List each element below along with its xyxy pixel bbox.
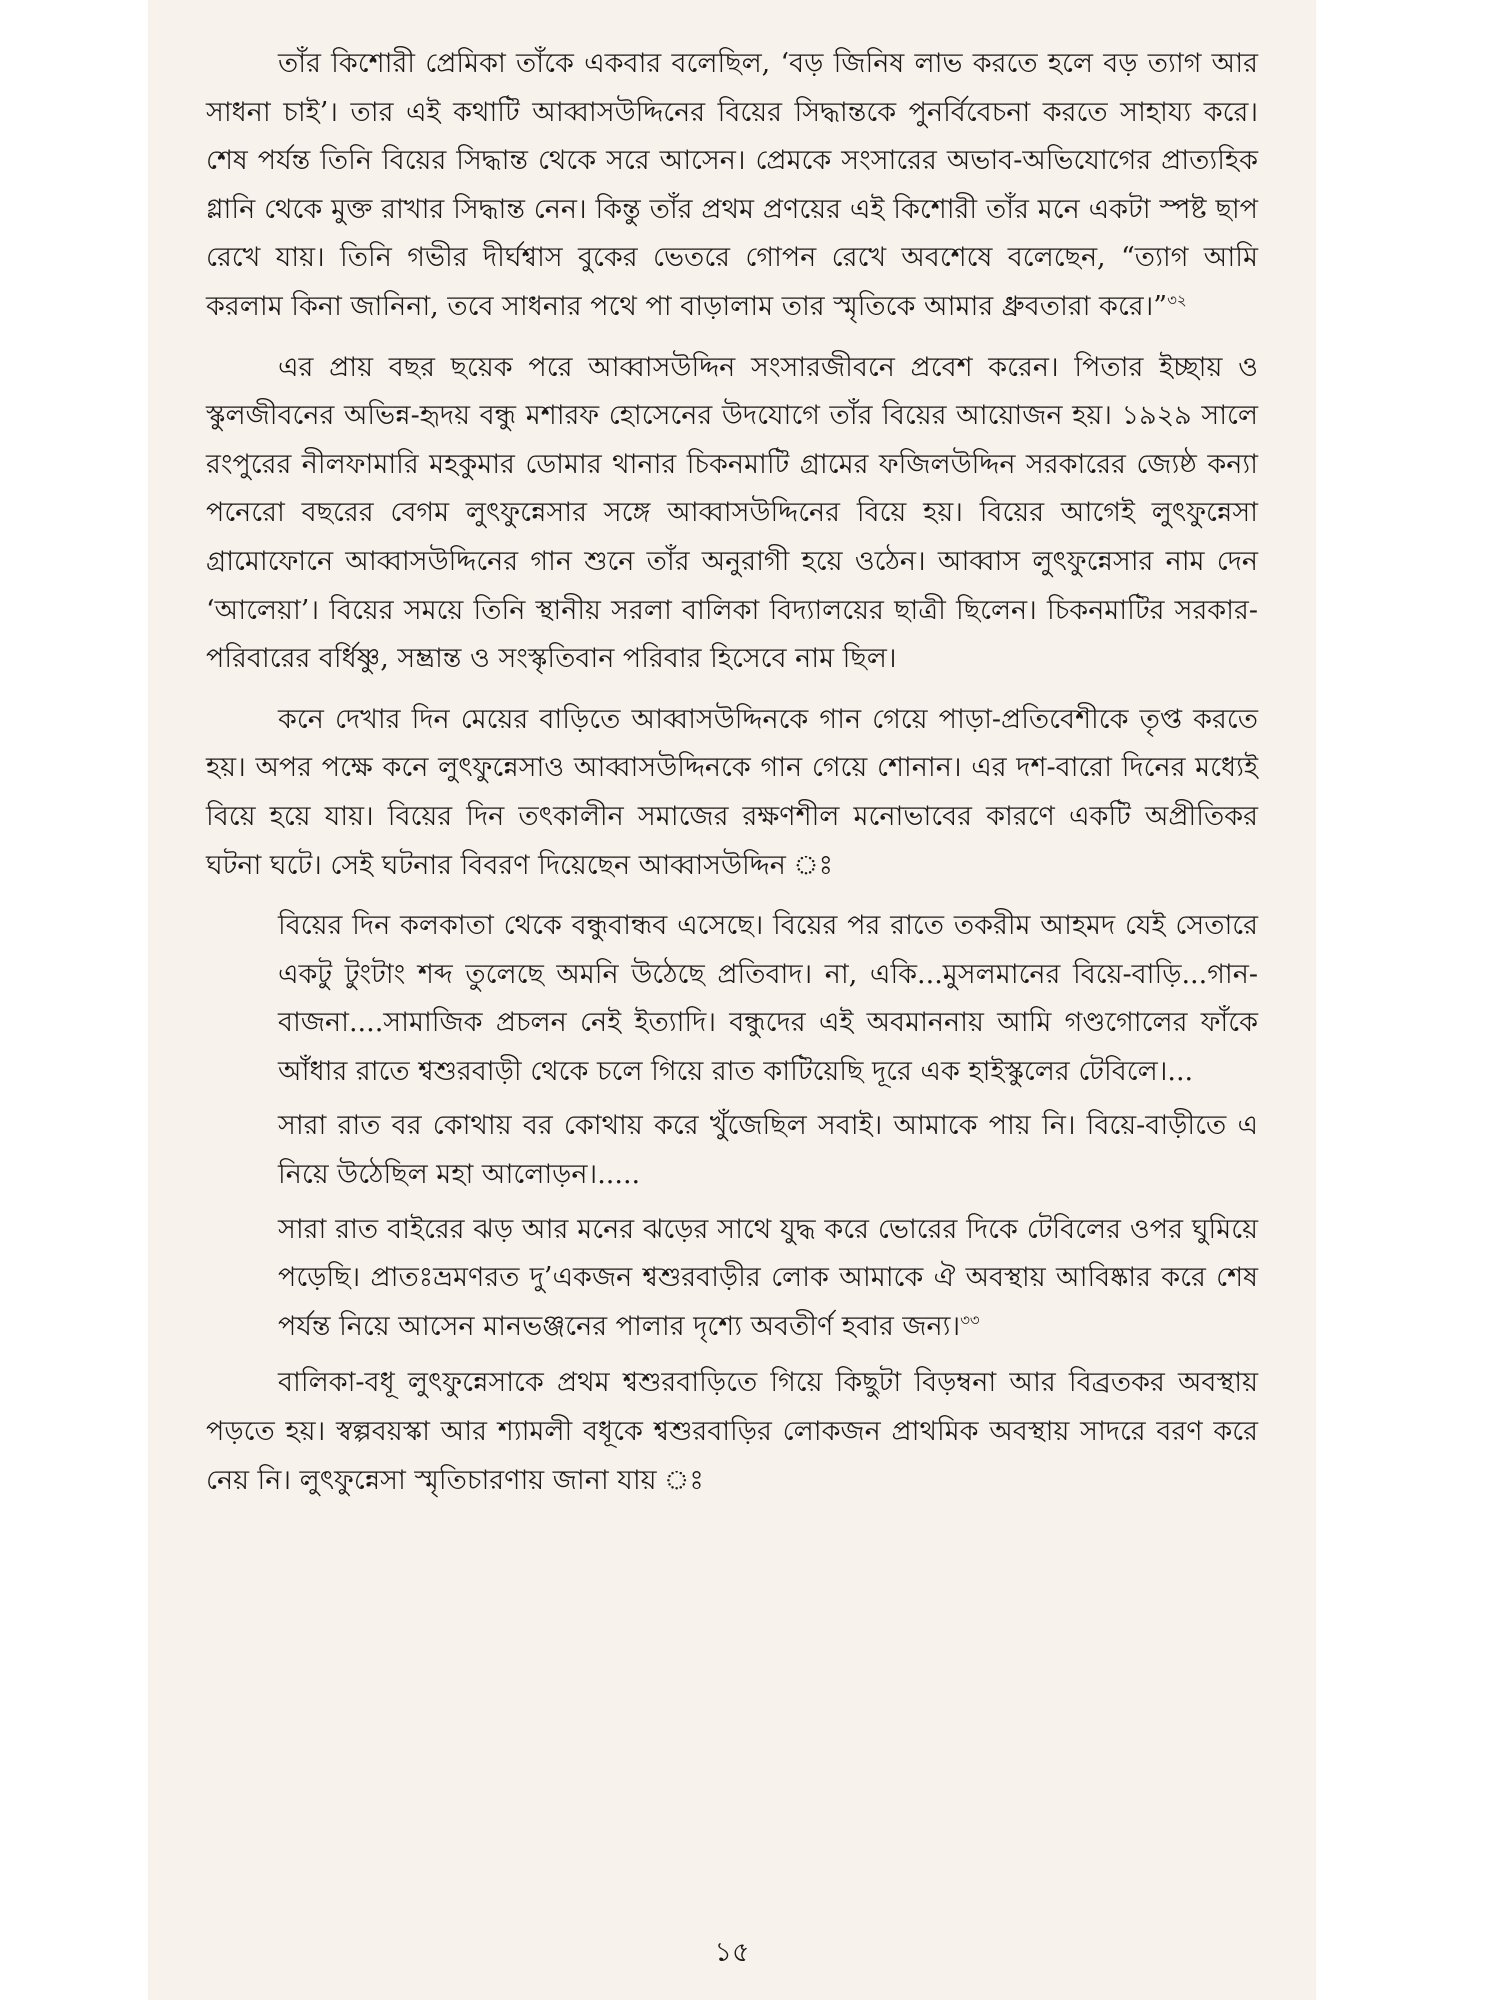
quote-paragraph-2: সারা রাত বর কোথায় বর কোথায় করে খুঁজেছিল সবাই। আমাকে পায় নি। বিয়ে-বাড়ীতে এ নিয়ে উঠেছিল মহা আলোড়ন।..... xyxy=(278,1110,1258,1191)
footnote-ref-33: ৩৩ xyxy=(960,1310,980,1329)
block-quote xyxy=(278,902,1258,1351)
paragraph-3: কনে দেখার দিন মেয়ের বাড়িতে আব্বাসউদ্দিনকে গান গেয়ে পাড়া-প্রতিবেশীকে তৃপ্ত করতে হয়। অপর পক্ষে কনে লুৎফুন্নেসাও আব্বাসউদ্দিনকে গান গেয়ে শোনান। এর দশ-বারো দিনের মধ্যেই বিয়ে হয়ে যায়। বিয়ের দিন তৎকালীন সমাজের রক্ষণশীল মনোভাবের কারণে একটি অপ্রীতিকর ঘটনা ঘটে। সেই ঘটনার বিবরণ দিয়েছেন আব্বাসউদ্দিন ঃ xyxy=(206,703,1258,881)
paragraph-4: বালিকা-বধূ লুৎফুন্নেসাকে প্রথম শ্বশুরবাড়িতে গিয়ে কিছুটা বিড়ম্বনা আর বিব্রতকর অবস্থায় পড়তে হয়। স্বল্পবয়স্কা আর শ্যামলী বধূকে শ্বশুরবাড়ির লোকজন প্রাথমিক অবস্থায় সাদরে বরণ করে নেয় নি। লুৎফুন্নেসা স্মৃতিচারণায় জানা যায় ঃ xyxy=(206,1367,1258,1496)
paragraph-2: এর প্রায় বছর ছয়েক পরে আব্বাসউদ্দিন সংসারজীবনে প্রবেশ করেন। পিতার ইচ্ছায় ও স্কুলজীবনের অভিন্ন-হৃদয় বন্ধু মশারফ হোসেনের উদযোগে তাঁর বিয়ের আয়োজন হয়। ১৯২৯ সালে রংপুরের নীলফামারি মহকুমার ডোমার থানার চিকনমাটি গ্রামের ফজিলউদ্দিন সরকারের জ্যেষ্ঠ কন্যা পনেরো বছরের বেগম লুৎফুন্নেসার সঙ্গে আব্বাসউদ্দিনের বিয়ে হয়। বিয়ের আগেই লুৎফুন্নেসা গ্রামোফোনে আব্বাসউদ্দিনের গান শুনে তাঁর অনুরাগী হয়ে ওঠেন। আব্বাস লুৎফুন্নেসার নাম দেন ‘আলেয়া’। বিয়ের সময়ে তিনি স্থানীয় সরলা বালিকা বিদ্যালয়ের ছাত্রী ছিলেন। চিকনমাটির সরকার-পরিবারের বর্ধিষ্ণু, সম্ভ্রান্ত ও সংস্কৃতিবান পরিবার হিসেবে নাম ছিল। xyxy=(206,351,1258,675)
footnote-ref-32: ৩২ xyxy=(1167,290,1187,309)
quote-paragraph-3: সারা রাত বাইরের ঝড় আর মনের ঝড়ের সাথে যুদ্ধ করে ভোরের দিকে টেবিলের ওপর ঘুমিয়ে পড়েছি। প্রাতঃভ্রমণরত দু’একজন শ্বশুরবাড়ীর লোক আমাকে ঐ অবস্থায় আবিষ্কার করে শেষ পর্যন্ত নিয়ে আসেন মানভঞ্জনের পালার দৃশ্যে অবতীর্ণ হবার জন্য।$^{৩৩}$ xyxy=(278,1213,1258,1342)
quote-paragraph-1: বিয়ের দিন কলকাতা থেকে বন্ধুবান্ধব এসেছে। বিয়ের পর রাতে তকরীম আহমদ যেই সেতারে একটু টুংটাং শব্দ তুলেছে অমনি উঠেছে প্রতিবাদ। না, একি...মুসলমানের বিয়ে-বাড়ি...গান-বাজনা....সামাজিক প্রচলন নেই ইত্যাদি। বন্ধুদের এই অবমাননায় আমি গণ্ডগোলের ফাঁকে আঁধার রাতে শ্বশুরবাড়ী থেকে চলে গিয়ে রাত কাটিয়েছি দূরে এক হাইস্কুলের টেবিলে।... xyxy=(278,910,1258,1087)
body-text xyxy=(206,40,1258,1517)
book-page xyxy=(148,0,1316,2000)
page-number: ১৫ xyxy=(714,1937,750,1968)
paragraph-1: তাঁর কিশোরী প্রেমিকা তাঁকে একবার বলেছিল, ‘বড় জিনিষ লাভ করতে হলে বড় ত্যাগ আর সাধনা চাই’। তার এই কথাটি আব্বাসউদ্দিনের বিয়ের সিদ্ধান্তকে পুনর্বিবেচনা করতে সাহায্য করে। শেষ পর্যন্ত তিনি বিয়ের সিদ্ধান্ত থেকে সরে আসেন। প্রেমকে সংসারের অভাব-অভিযোগের প্রাত্যহিক গ্লানি থেকে মুক্ত রাখার সিদ্ধান্ত নেন। কিন্তু তাঁর প্রথম প্রণয়ের এই কিশোরী তাঁর মনে একটা স্পষ্ট ছাপ রেখে যায়। তিনি গভীর দীর্ঘশ্বাস বুকের ভেতরে গোপন রেখে অবশেষে বলেছেন, “ত্যাগ আমি করলাম কিনা জানিনা, তবে সাধনার পথে পা বাড়ালাম তার স্মৃতিকে আমার ধ্রুবতারা করে।”$^{৩২}$ xyxy=(206,48,1258,322)
